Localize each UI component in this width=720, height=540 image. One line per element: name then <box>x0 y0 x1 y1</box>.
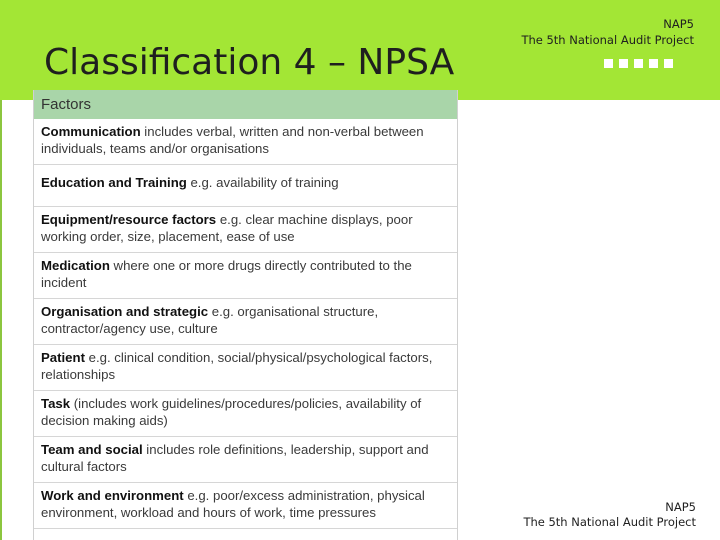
nap-label: NAP5 <box>663 17 694 31</box>
table-row <box>34 483 457 529</box>
factor-name: Medication <box>41 258 110 273</box>
factor-description: includes role definitions, leadership, support and cultural factors <box>41 442 429 474</box>
header-band <box>0 0 720 100</box>
table-row <box>34 437 457 483</box>
nap-badge-top <box>521 16 694 48</box>
square-icon <box>649 59 658 68</box>
factor-description: e.g. clear machine displays, poor working order, size, placement, ease of use <box>41 212 413 244</box>
nap-subtitle: The 5th National Audit Project <box>521 33 694 47</box>
factor-description: (includes work guidelines/procedures/policies, availability of decision making aids) <box>41 396 422 428</box>
factor-name: Patient <box>41 350 85 365</box>
factor-name: Organisation and strategic <box>41 304 209 319</box>
nap-badge-bottom <box>523 500 696 530</box>
table-row <box>34 345 457 391</box>
factor-name: Team and social <box>41 442 143 457</box>
table-row <box>34 165 457 207</box>
table-row <box>34 207 457 253</box>
factor-description: e.g. availability of training <box>186 175 339 190</box>
factors-table <box>33 90 458 540</box>
table-row <box>34 299 457 345</box>
square-icon <box>604 59 613 68</box>
factor-description: e.g. clinical condition, social/physical/psychological factors, relationships <box>41 350 433 382</box>
factor-description: where one or more drugs directly contributed to the incident <box>41 258 412 290</box>
table-header: Factors <box>34 90 457 119</box>
square-icon <box>619 59 628 68</box>
table-row <box>34 253 457 299</box>
nap-subtitle: The 5th National Audit Project <box>523 515 696 529</box>
factor-name: Task <box>41 396 71 411</box>
table-row <box>34 391 457 437</box>
nap-label: NAP5 <box>665 500 696 514</box>
slide-title: Classification 4 – NPSA <box>44 42 455 83</box>
factor-name: Work and environment <box>41 488 184 503</box>
factor-description: e.g. organisational structure, contractor/agency use, culture <box>41 304 379 336</box>
factor-name: Education and Training <box>41 175 187 190</box>
factor-description: includes verbal, written and non-verbal between individuals, teams and/or organisations <box>41 124 424 156</box>
square-icon <box>664 59 673 68</box>
decorative-squares <box>604 59 673 68</box>
table-row <box>34 119 457 165</box>
factor-name: Communication <box>41 124 141 139</box>
left-accent-bar <box>0 100 2 540</box>
factor-description: e.g. poor/excess administration, physical environment, workload and hours of work, time pressures <box>41 488 425 520</box>
factor-name: Equipment/resource factors <box>41 212 217 227</box>
square-icon <box>634 59 643 68</box>
